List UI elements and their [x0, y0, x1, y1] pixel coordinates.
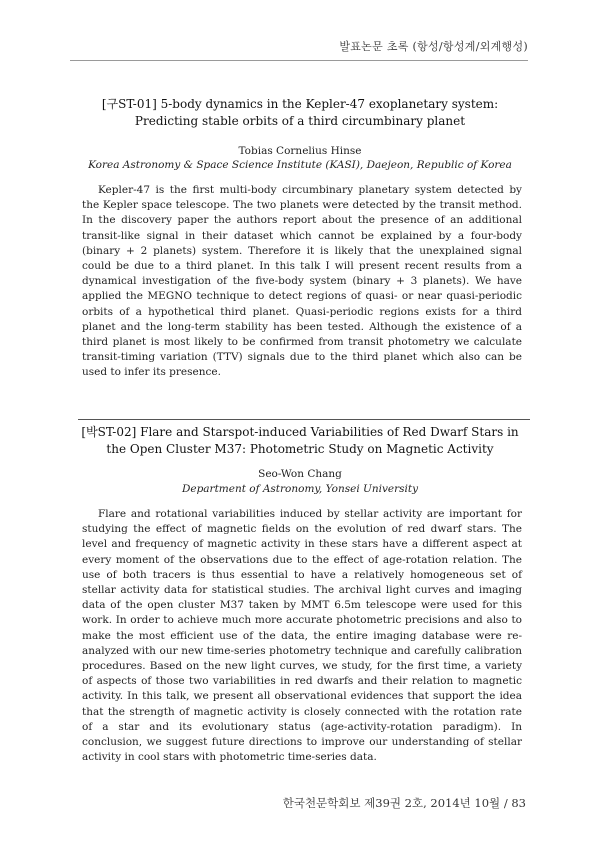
abstract-1-author: Tobias Cornelius Hinse	[238, 145, 362, 157]
abstract-2-title-line2: the Open Cluster M37: Photometric Study on Magnetic Activity	[106, 442, 494, 456]
abstract-1-body: Kepler-47 is the first multi-body circumbinary planetary system detected by the Kepler space telescope. The two planets were detected by the transit method. In the discovery paper the authors report about the presence of an additional transit-like signal in their dataset which cannot be explained by a four-body (binary + 2 planets) system. Therefore it is likely that the unexplained signal could be due to a third planet. In this talk I will present recent results from a dynamical investigation of the five-body system (binary + 3 planets). We have applied the MEGNO technique to detect regions of quasi- or near quasi-periodic orbits of a hypothetical third planet. Quasi-periodic regions exists for a third planet and the long-term stability has been tested. Although the existence of a third planet is most likely to be confirmed from transit photometry we calculate transit-timing variation (TTV) signals due to the third planet which also can be used to infer its presence.	[82, 184, 522, 379]
running-header: 발표논문 초록 (항성/항성계/외계행성)	[339, 40, 528, 53]
abstract-2-title-line1: [박ST-02] Flare and Starspot-induced Variabilities of Red Dwarf Stars in	[81, 425, 519, 439]
section-divider	[78, 419, 530, 420]
page-footer-citation: 한국천문학회보 제39권 2호, 2014년 10월 / 83	[282, 796, 526, 810]
abstract-2-body: Flare and rotational variabilities induced by stellar activity are important for studying the effect of magnetic fields on the evolution of red dwarf stars. The level and frequency of magnetic activity in these stars have a different aspect at every moment of the observations due to the effect of age-rotation relation. The use of both tracers is thus essential to have a relatively homogeneous set of stellar activity data for statistical studies. The archival light curves and imaging data of the open cluster M37 taken by MMT 6.5m telescope were used for this work. In order to achieve much more accurate photometric precisions and also to make the most efficient use of the data, the entire imaging database were re-analyzed with our new time-series photometry technique and carefully calibration procedures. Based on the new light curves, we study, for the first time, a variety of aspects of those two variabilities in red dwarfs and their relation to magnetic activity. In this talk, we present all observational evidences that support the idea that the strength of magnetic activity is closely connected with the rotation rate of a star and its evolutionary status (age-activity-rotation paradigm). In conclusion, we suggest future directions to improve our understanding of stellar activity in cool stars with photometric time-series data.	[82, 508, 522, 764]
abstract-1-title-line1: [구ST-01] 5-body dynamics in the Kepler-47 exoplanetary system:	[101, 97, 499, 111]
header-divider	[70, 60, 528, 61]
abstract-1-title-line2: Predicting stable orbits of a third circumbinary planet	[134, 114, 466, 128]
abstract-2-author: Seo-Won Chang	[258, 468, 342, 480]
abstract-1-affiliation: Korea Astronomy & Space Science Institute (KASI), Daejeon, Republic of Korea	[88, 159, 512, 171]
abstract-2-title	[76, 424, 524, 458]
abstract-2-affiliation: Department of Astronomy, Yonsei University	[181, 483, 419, 495]
abstract-1-title	[76, 96, 524, 130]
